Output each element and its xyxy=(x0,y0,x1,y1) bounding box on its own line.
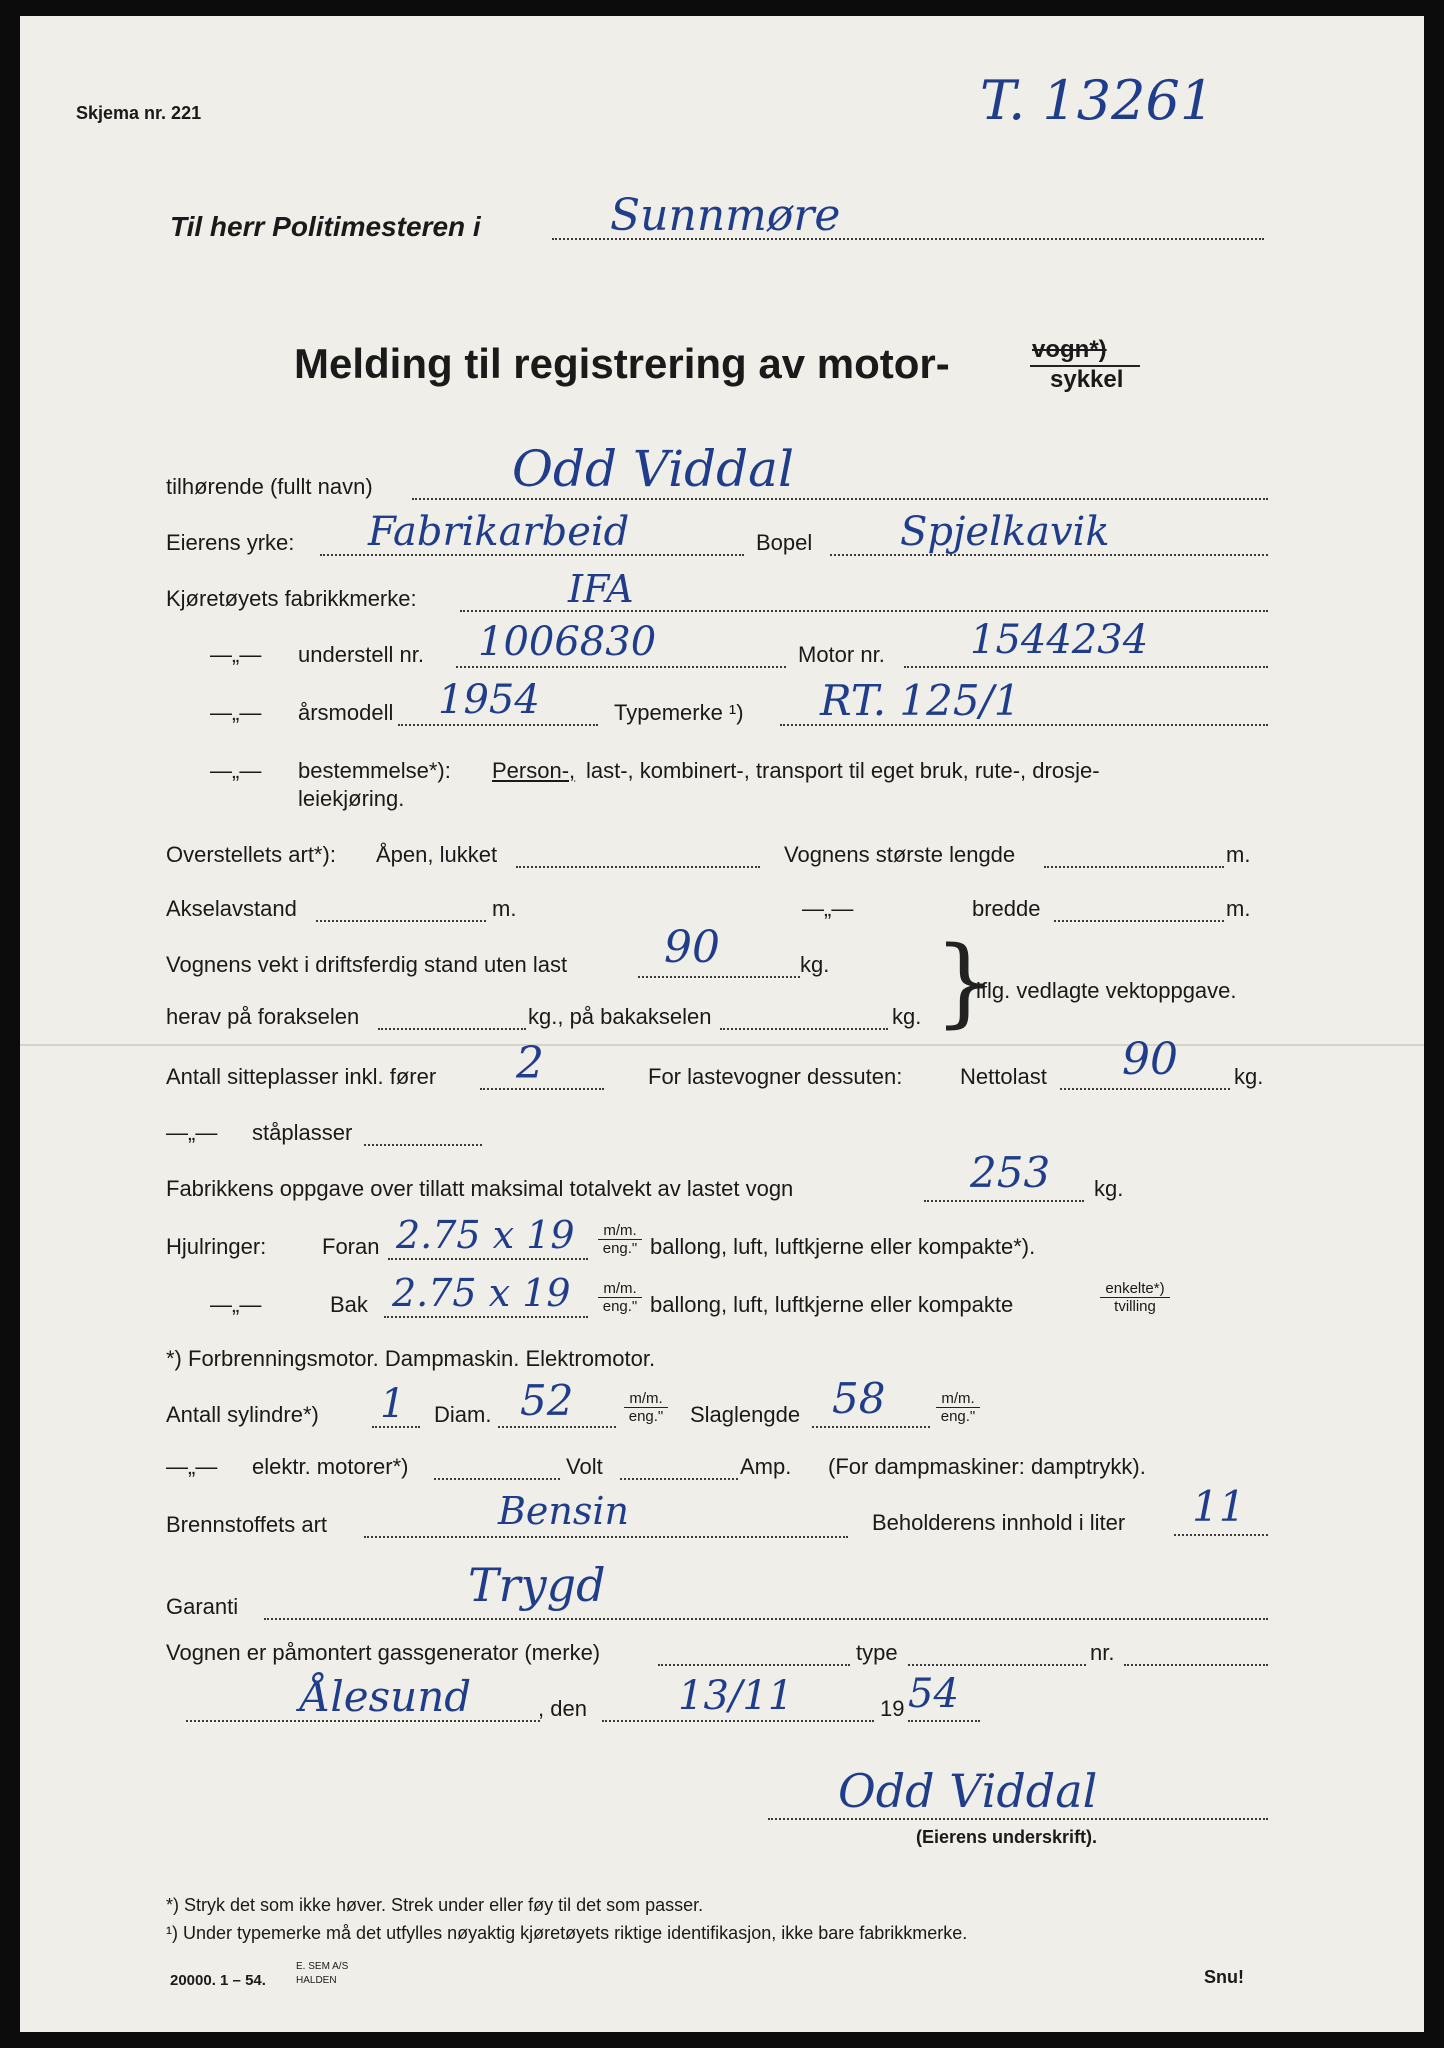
guarantee-value[interactable]: Trygd xyxy=(468,1558,606,1612)
addressee-label: Til herr Politimesteren i xyxy=(170,211,481,242)
front-unit: m/m. eng." xyxy=(598,1222,642,1257)
owner-value[interactable]: Odd Viddal xyxy=(512,440,794,498)
rear-tyre-options: ballong, luft, luftkjerne eller kompakte xyxy=(650,1292,1014,1317)
gas-no-label: nr. xyxy=(1090,1640,1115,1665)
ditto-width: —„— xyxy=(802,896,854,921)
print-info: 20000. 1 – 54. xyxy=(170,1972,266,1989)
date-value[interactable]: 13/11 xyxy=(678,1673,794,1719)
fold-line xyxy=(20,1044,1424,1046)
weight-unit: kg. xyxy=(800,952,830,977)
body-line xyxy=(516,866,760,868)
front-tyre-options: ballong, luft, luftkjerne eller kompakte*). xyxy=(650,1234,1036,1259)
date-label: , den xyxy=(538,1696,587,1721)
year-line xyxy=(908,1720,980,1722)
signature-line xyxy=(768,1818,1268,1820)
model-year-line xyxy=(398,724,598,726)
engine-no-value[interactable]: 1544234 xyxy=(970,617,1149,663)
purpose-selected[interactable]: Person-, xyxy=(492,758,576,783)
form-sheet xyxy=(20,16,1424,2032)
purpose-label: bestemmelse*): xyxy=(298,758,451,783)
owner-line xyxy=(412,498,1268,500)
purpose-options-cont: leiekjøring. xyxy=(298,786,405,811)
diameter-label: Diam. xyxy=(434,1402,492,1427)
tank-line xyxy=(1174,1534,1268,1536)
chassis-label: understell nr. xyxy=(298,642,424,667)
occupation-value[interactable]: Fabrikarbeid xyxy=(368,509,630,555)
residence-label: Bopel xyxy=(756,530,813,555)
year-prefix: 19 xyxy=(880,1696,905,1721)
cylinders-label: Antall sylindre*) xyxy=(166,1402,319,1427)
chassis-value[interactable]: 1006830 xyxy=(478,619,657,665)
volt-label: Volt xyxy=(566,1454,603,1479)
front-label: Foran xyxy=(322,1234,380,1259)
max-weight-value[interactable]: 253 xyxy=(970,1148,1051,1197)
guarantee-label: Garanti xyxy=(166,1594,239,1619)
max-weight-unit: kg. xyxy=(1094,1176,1124,1201)
width-label: bredde xyxy=(972,896,1041,921)
gas-gen-label: Vognen er påmontert gassgenerator (merke) xyxy=(166,1640,601,1665)
front-axle-label: herav på forakselen xyxy=(166,1004,360,1029)
gas-gen-line xyxy=(658,1664,850,1666)
engine-no-line xyxy=(904,666,1268,668)
ditto-chassis: —„— xyxy=(210,642,262,667)
gas-no-line xyxy=(1124,1664,1268,1666)
front-axle-line xyxy=(378,1028,526,1030)
engine-types: *) Forbrenningsmotor. Dampmaskin. Elektromotor. xyxy=(166,1346,656,1371)
addressee-value[interactable]: Sunnmøre xyxy=(610,190,841,241)
archive-reference: T. 13261 xyxy=(980,69,1215,132)
seats-label: Antall sitteplasser inkl. fører xyxy=(166,1064,437,1089)
rear-value[interactable]: 2.75 x 19 xyxy=(392,1271,571,1315)
place-value[interactable]: Ålesund xyxy=(300,1672,472,1721)
front-value[interactable]: 2.75 x 19 xyxy=(396,1213,575,1257)
max-weight-label: Fabrikkens oppgave over tillatt maksimal totalvekt av lastet vogn xyxy=(166,1176,794,1201)
signature-label: (Eierens underskrift). xyxy=(916,1827,1098,1847)
net-load-line xyxy=(1060,1088,1230,1090)
wheelbase-line xyxy=(316,920,486,922)
weight-value[interactable]: 90 xyxy=(664,922,720,973)
engine-no-label: Motor nr. xyxy=(798,642,885,667)
weight-label: Vognens vekt i driftsferdig stand uten last xyxy=(166,952,568,977)
cargo-label: For lastevogner dessuten: xyxy=(648,1064,903,1089)
tank-label: Beholderens innhold i liter xyxy=(872,1510,1126,1535)
form-title: Melding til registrering av motor- xyxy=(294,340,950,387)
owner-label: tilhørende (fullt navn) xyxy=(166,474,373,499)
make-value[interactable]: IFA xyxy=(568,567,634,611)
ditto-rear: —„— xyxy=(210,1292,262,1317)
body-options: Åpen, lukket xyxy=(376,842,498,867)
length-label: Vognens største lengde xyxy=(784,842,1016,867)
footnote-star: *) Stryk det som ikke høver. Strek under eller føy til det som passer. xyxy=(166,1895,704,1915)
printer-mark: E. SEM A/S HALDEN xyxy=(296,1961,349,1986)
occupation-label: Eierens yrke: xyxy=(166,530,295,555)
front-line xyxy=(388,1258,588,1260)
rear-unit: m/m. eng." xyxy=(598,1280,642,1315)
rear-axle-line xyxy=(720,1028,888,1030)
length-line xyxy=(1044,866,1224,868)
purpose-options: last-, kombinert-, transport til eget bruk, rute-, drosje- xyxy=(586,758,1100,783)
body-label: Overstellets art*): xyxy=(166,842,336,867)
stroke-value[interactable]: 58 xyxy=(832,1374,886,1423)
rear-axle-label: kg., på bakakselen xyxy=(528,1004,712,1029)
weight-brace: } xyxy=(934,926,996,1038)
stroke-label: Slaglengde xyxy=(690,1402,801,1427)
amp-label: Amp. xyxy=(740,1454,792,1479)
diameter-value[interactable]: 52 xyxy=(520,1376,574,1425)
net-load-value[interactable]: 90 xyxy=(1122,1034,1178,1085)
make-label: Kjøretøyets fabrikkmerke: xyxy=(166,586,417,611)
seats-value[interactable]: 2 xyxy=(516,1038,544,1089)
width-unit: m. xyxy=(1226,896,1251,921)
volt-line xyxy=(620,1478,738,1480)
form-number: Skjema nr. 221 xyxy=(76,103,202,123)
model-year-label: årsmodell xyxy=(298,700,394,725)
steam-note: (For dampmaskiner: damptrykk). xyxy=(828,1454,1146,1479)
rear-axle-unit: kg. xyxy=(892,1004,922,1029)
guarantee-line xyxy=(264,1618,1268,1620)
rear-label: Bak xyxy=(330,1292,368,1317)
wheelbase-label: Akselavstand xyxy=(166,896,297,921)
cylinders-value[interactable]: 1 xyxy=(380,1381,406,1427)
fuel-label: Brennstoffets art xyxy=(166,1512,328,1537)
weight-note: iflg. vedlagte vektoppgave. xyxy=(976,978,1237,1003)
footnote-one: ¹) Under typemerke må det utfylles nøyaktig kjøretøyets riktige identifikasjon, ikke bare fabrikkmerke. xyxy=(166,1923,968,1943)
ditto-purpose: —„— xyxy=(210,758,262,783)
stroke-line xyxy=(812,1426,930,1428)
ditto-standing: —„— xyxy=(166,1120,218,1145)
single-twin-choice: enkelte*) tvilling xyxy=(1100,1280,1170,1315)
length-unit: m. xyxy=(1226,842,1251,867)
type-value[interactable]: RT. 125/1 xyxy=(820,676,1021,725)
owner-signature: Odd Viddal xyxy=(838,1764,1098,1818)
width-line xyxy=(1054,920,1224,922)
ditto-electric: —„— xyxy=(166,1454,218,1479)
date-line xyxy=(602,1720,874,1722)
max-weight-line xyxy=(924,1200,1084,1202)
type-label: Typemerke ¹) xyxy=(614,700,744,725)
rear-line xyxy=(384,1316,588,1318)
electric-label: elektr. motorer*) xyxy=(252,1454,409,1479)
diameter-unit: m/m. eng." xyxy=(624,1390,668,1425)
standing-label: ståplasser xyxy=(252,1120,353,1145)
fuel-line xyxy=(364,1536,848,1538)
residence-value[interactable]: Spjelkavik xyxy=(900,509,1110,555)
tank-value[interactable]: 11 xyxy=(1192,1482,1246,1531)
wheelbase-unit: m. xyxy=(492,896,517,921)
gas-type-line xyxy=(908,1664,1086,1666)
turn-over: Snu! xyxy=(1204,1967,1244,1987)
diameter-line xyxy=(498,1426,616,1428)
weight-line xyxy=(638,976,800,978)
chassis-line xyxy=(456,666,786,668)
fuel-value[interactable]: Bensin xyxy=(498,1489,630,1533)
electric-line xyxy=(434,1478,560,1480)
year-value[interactable]: 54 xyxy=(908,1671,959,1717)
standing-line xyxy=(364,1144,482,1146)
ditto-model-year: —„— xyxy=(210,700,262,725)
gas-type-label: type xyxy=(856,1640,898,1665)
stroke-unit: m/m. eng." xyxy=(936,1390,980,1425)
model-year-value[interactable]: 1954 xyxy=(438,677,540,723)
title-struck-option: vogn*) xyxy=(1032,336,1107,363)
net-load-label: Nettolast xyxy=(960,1064,1047,1089)
wheel-rings-label: Hjulringer: xyxy=(166,1234,267,1259)
net-load-unit: kg. xyxy=(1234,1064,1264,1089)
title-kept-option: sykkel xyxy=(1050,366,1124,393)
